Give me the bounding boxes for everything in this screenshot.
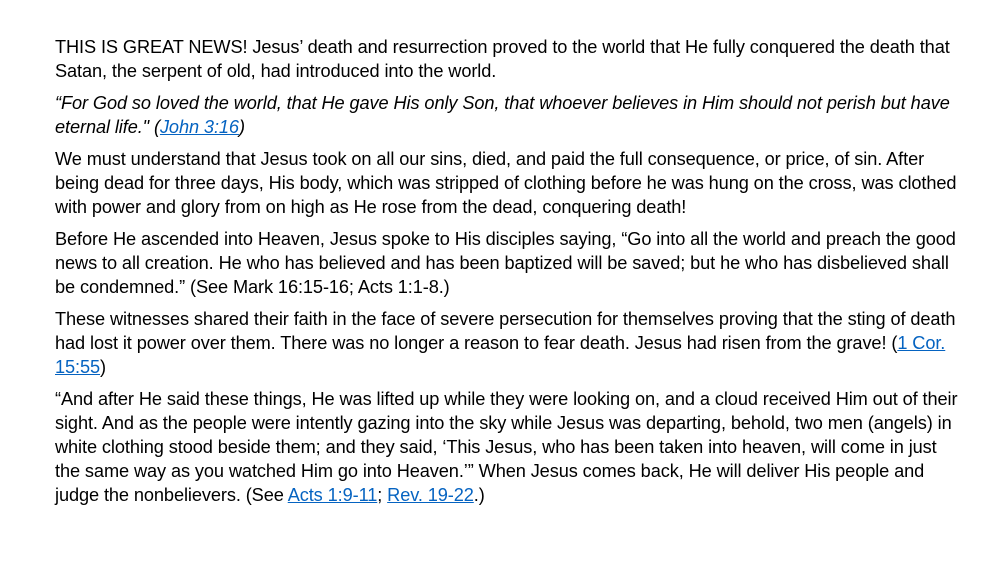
paragraph-text: THIS IS GREAT NEWS! Jesus’ death and resurrection proved to the world that He fully conquered the death that Satan, the serpent of old, had introduced into the world.: [55, 37, 950, 81]
closing-paren: ): [100, 356, 106, 377]
paragraph-great-news: [55, 36, 960, 84]
paragraph-great-commission: [55, 228, 960, 299]
paragraph-text: “And after He said these things, He was lifted up while they were looking on, and a cloud received Him out of their sight. And as the people were intently gazing into the sky while Jesus was departing, behold, two men (angels) in white clothing stood beside them; and they said, ‘This Jesus, who has been taken into heaven, will come in just the same way as you watched Him go into Heaven.’” When Jesus comes back, He will deliver His people and judge the nonbelievers. (See: [55, 389, 958, 505]
paragraph-text: These witnesses shared their faith in the face of severe persecution for themselves proving that the sting of death had lost it power over them. There was no longer a reason to fear death. Jesus had risen from the grave! (: [55, 309, 956, 354]
paragraph-john-quote: [55, 92, 960, 140]
closing-paren: ): [238, 116, 245, 137]
paragraph-witnesses: [55, 308, 960, 379]
acts-1-9-11-link[interactable]: Acts 1:9-11: [287, 484, 378, 505]
john-3-16-link[interactable]: John 3:16: [159, 116, 239, 137]
paragraph-text: We must understand that Jesus took on all our sins, died, and paid the full consequence, or price, of sin. After being dead for three days, His body, which was stripped of clothing before he was hung on the cross, was clothed with power and glory from on high as He rose from the dead, conquering death!: [55, 149, 957, 217]
closing-paren: .): [473, 484, 485, 505]
quote-text: “For God so loved the world, that He gave His only Son, that whoever believes in Him should not perish but have eternal life." (: [55, 93, 950, 137]
slide-body: [55, 36, 960, 516]
paragraph-sins: [55, 148, 960, 219]
rev-19-22-link[interactable]: Rev. 19-22: [387, 484, 474, 505]
1-cor-15-55-link[interactable]: 1 Cor. 15:55: [55, 333, 946, 377]
paragraph-text: Before He ascended into Heaven, Jesus spoke to His disciples saying, “Go into all the world and preach the good news to all creation. He who has believed and has been baptized will be saved; but he who has disbelieved shall be condemned.” (See Mark 16:15-16; Acts 1:1-8.): [55, 229, 956, 297]
paragraph-ascension: [55, 388, 960, 507]
link-separator: ;: [377, 484, 388, 505]
